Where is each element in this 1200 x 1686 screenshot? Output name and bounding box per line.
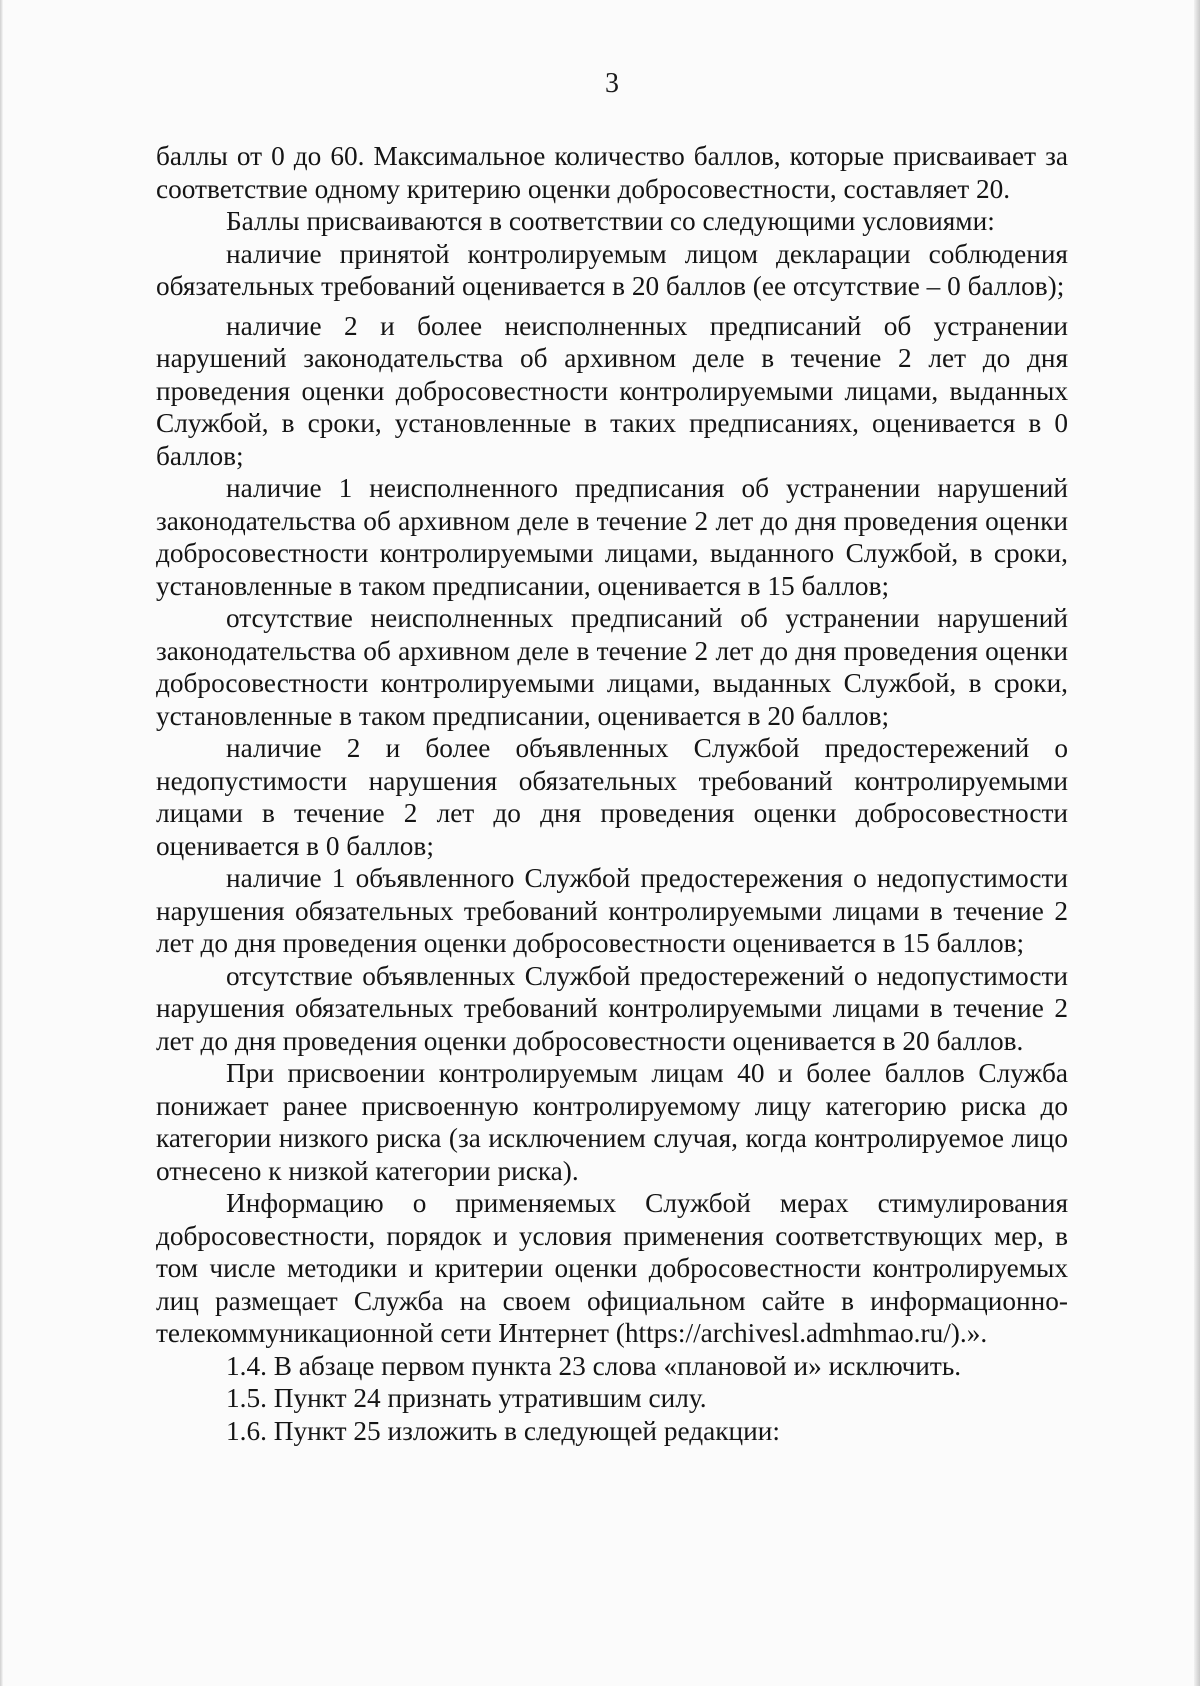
paragraph-one-warning: наличие 1 объявленного Службой предостережения о недопустимости нарушения обязательных требований контролируемыми лицами в течение 2 лет до дня проведения оценки добросовестности оценивается в 15 баллов; [156,863,1068,958]
paragraph-declaration: наличие принятой контролируемым лицом декларации соблюдения обязательных требований оценивается в 20 баллов (ее отсутствие – 0 баллов); [156,238,1068,301]
paragraph-information: Информацию о применяемых Службой мерах стимулирования добросовестности, порядок и условия применения соответствующих мер, в том числе методики и критерии оценки добросовестности контролируемых лиц размещает Служба на своем официальном сайте в информационно-телекоммуникационной сети Интернет (https://archivesl.admhmao.ru/).». [156,1188,1068,1348]
paragraph-risk-category: При присвоении контролируемым лицам 40 и более баллов Служба понижает ранее присвоенную контролируемому лицу категорию риска до категории низкого риска (за исключением случая, когда контролируемое лицо отнесено к низкой категории риска). [156,1058,1068,1186]
paragraph-one-prescription: наличие 1 неисполненного предписания об устранении нарушений законодательства об архивном деле в течение 2 лет до дня проведения оценки добросовестности контролируемыми лицами, выданного Службой, в сроки, установленные в таком предписании, оценивается в 15 баллов; [156,473,1068,601]
page-number: 3 [605,68,619,99]
paragraph-item-1-5: 1.5. Пункт 24 признать утратившим силу. [226,1383,707,1413]
paragraph-no-warnings: отсутствие объявленных Службой предостережений о недопустимости нарушения обязательных требований контролируемыми лицами в течение 2 лет до дня проведения оценки добросовестности оценивается в 20 баллов. [156,960,1068,1056]
paragraph-two-prescriptions: наличие 2 и более неисполненных предписаний об устранении нарушений законодательства об архивном деле в течение 2 лет до дня проведения оценки добросовестности контролируемыми лицами, выданных Службой, в сроки, установленные в таких предписаниях, оценивается в 0 баллов; [156,310,1068,471]
paragraph-no-prescriptions: отсутствие неисполненных предписаний об устранении нарушений законодательства об архивном деле в течение 2 лет до дня проведения оценки добросовестности контролируемыми лицами, выданных Службой, в сроки, установленные в таком предписании, оценивается в 20 баллов; [156,603,1068,731]
paragraph-continuation: баллы от 0 до 60. Максимальное количество баллов, которые присваивает за соответствие одному критерию оценки добросовестности, составляет 20. [156,141,1068,204]
paragraph-item-1-6: 1.6. Пункт 25 изложить в следующей редакции: [226,1415,780,1446]
document-body [156,140,1068,1447]
scan-edge-right [1194,0,1200,1686]
scan-edge-left [0,0,3,1686]
paragraph-two-warnings: наличие 2 и более объявленных Службой предостережений о недопустимости нарушения обязательных требований контролируемыми лицами в течение 2 лет до дня проведения оценки добросовестности оценивается в 0 баллов; [156,733,1068,861]
paragraph-item-1-4: 1.4. В абзаце первом пункта 23 слова «плановой и» исключить. [226,1350,962,1381]
paragraph-scoring-intro: Баллы присваиваются в соответствии со следующими условиями: [226,206,995,236]
